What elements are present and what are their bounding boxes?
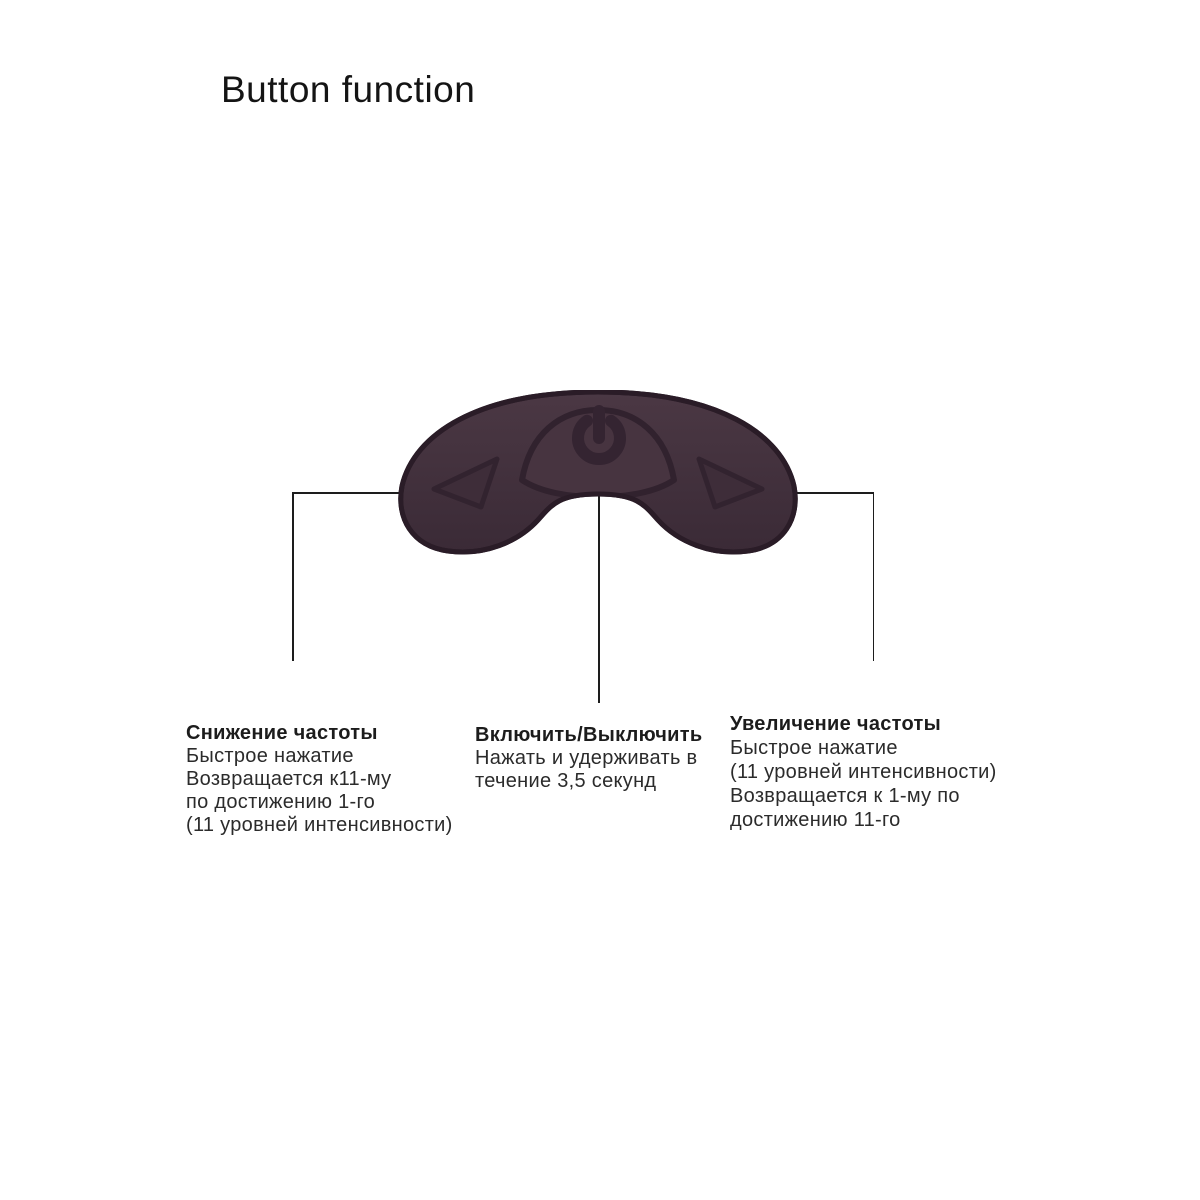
annotation-heading: Включить/Выключить xyxy=(475,724,703,746)
annotation-line: (11 уровней интенсивности) xyxy=(730,761,997,783)
annotation-power-toggle xyxy=(475,724,702,793)
remote-control-illustration xyxy=(398,390,798,560)
annotation-line: течение 3,5 секунд xyxy=(475,770,657,792)
annotation-heading: Увеличение частоты xyxy=(730,713,942,735)
annotation-line: Возвращается к 1-му по xyxy=(730,785,960,807)
annotation-increase-frequency xyxy=(730,712,997,832)
annotation-line: по достижению 1-го xyxy=(186,791,376,813)
page-title: Button function xyxy=(221,69,476,110)
connector-right-vertical xyxy=(873,492,875,661)
annotation-line: Нажать и удерживать в xyxy=(475,747,698,769)
connector-left-vertical xyxy=(292,492,294,661)
annotation-heading: Снижение частоты xyxy=(186,722,378,744)
annotation-line: достижению 11-го xyxy=(730,809,901,831)
annotation-line: (11 уровней интенсивности) xyxy=(186,814,453,836)
annotation-line: Возвращается к11-му xyxy=(186,768,392,790)
annotation-decrease-frequency xyxy=(186,722,453,837)
annotation-line: Быстрое нажатие xyxy=(186,745,354,767)
annotation-line: Быстрое нажатие xyxy=(730,737,898,759)
